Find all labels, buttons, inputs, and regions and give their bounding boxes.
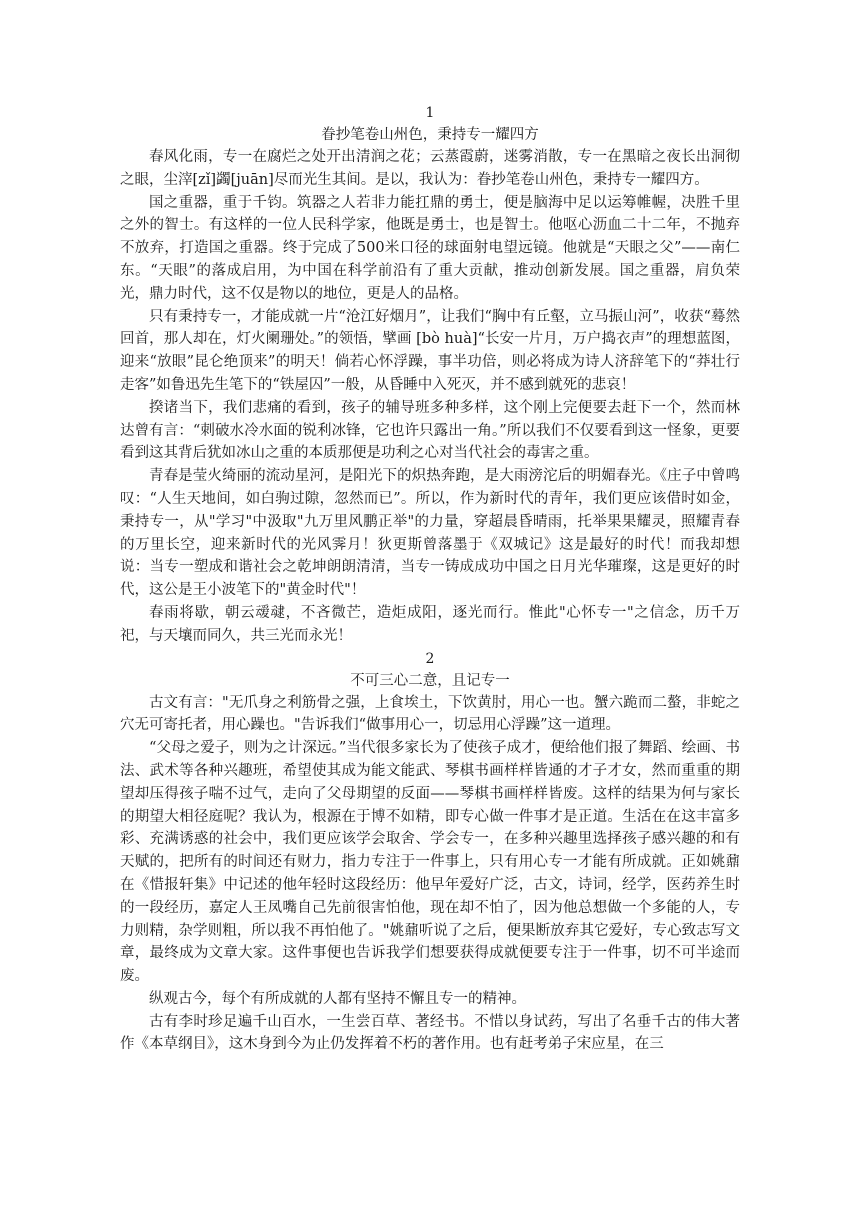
paragraph: 国之重器，重于千钧。筑器之人若非力能扛鼎的勇士，便是脑海中足以运筹帷幄，决胜千里之外的智士。有这样的一位人民科学家，他既是勇士，也是智士。他呕心沥血二十二年，不抛弃不放弃，打造国之重器。终于完成了500米口径的球面射电望远镜。他就是“天眼之父”——南仁东。“天眼”的落成启用，为中国在科学前沿有了重大贡献，推动创新发展。国之重器，肩负荣光，鼎力时代，这不仅是物以的地位，更是人的品格。 (120, 194, 740, 302)
essay-title: 眷抄笔卷山州色，秉持专一耀四方 (321, 127, 539, 143)
paragraph: 只有秉持专一，才能成就一片“沧江好烟月”，让我们“胸中有丘壑，立马振山河”，收获“蓦然回首，那人却在，灯火阑珊处。”的领悟，擘画 [bò huà]“长安一片月，万户捣衣声”的理想蓝图，迎来“放眼”昆仑绝顶来”的明天！倘若心怀浮躁，事半功倍，则必将成为诗人济辞笔下的“莽壮行走客”如鲁迅先生笔下的“铁屋囚”一般，从昏睡中入死灭，并不感到就死的悲哀！ (120, 308, 740, 393)
paragraph: 青春是莹火绮丽的流动星河，是阳光下的炽热奔跑，是大雨滂沱后的明媚春光。《庄子中曾鸣叹：“人生天地间，如白驹过隙，忽然而已”。所以，作为新时代的青年，我们更应该借时如金，秉持专一，从"学习"中汲取"九万里风鹏正举"的力量，穿超晨昏晴雨，托举果果耀灵，照耀青春的万里长空，迎来新时代的光风霁月！狄更斯曾落墨于《双城记》这是最好的时代！而我却想说：当专一塑成和谐社会之乾坤朗朗清清，当专一铸成成功中国之日月光华璀璨，这是更好的时代，这公是王小波笔下的"黄金时代"！ (120, 468, 740, 599)
paragraph: 古有李时珍足遍千山百水，一生尝百草、著经书。不惜以身试药，写出了名垂千古的伟大著作《本草纲目》，这木身到今为止仍发挥着不朽的著作用。也有赶考弟子宋应星，在三 (120, 1013, 740, 1053)
essay-1 (120, 104, 740, 648)
essay-number: 2 (425, 650, 435, 667)
paragraph: 春风化雨，专一在腐烂之处开出清润之花；云蒸霞蔚，迷雾消散，专一在黑暗之夜长出洞彻之眼，尘滓[zǐ]蠲[juān]尽而光生其间。是以，我认为：眷抄笔卷山州色，秉持专一耀四方。 (120, 149, 740, 188)
essay-2 (120, 650, 740, 1057)
paragraph: 古文有言："无爪身之利筋骨之强，上食埃土，下饮黄肘，用心一也。蟹六跪而二螯，非蛇之穴无可寄托者，用心躁也。"告诉我们“做事用心一，切忌用心浮躁”这一道理。 (120, 694, 740, 734)
paragraph: 揆诸当下，我们悲痛的看到，孩子的辅导班多种多样，这个刚上完便要去赶下一个，然而林达曾有言：“刺破水冷水面的锐利冰锋，它也许只露出一角。”所以我们不仅要看到这一怪象，更要看到这其背后犹如冰山之重的本质那便是功利之心对当代社会的毒害之重。 (120, 399, 740, 462)
paragraph: 纵观古今，每个有所成就的人都有坚持不懈且专一的精神。 (149, 990, 526, 1007)
paragraph: 春雨将歇，朝云叆叇，不吝微芒，造炬成阳，逐光而行。惟此"心怀专一"之信念，历千万祀，与天壤而同久，共三光而永光！ (120, 604, 740, 644)
paragraph: “父母之爱子，则为之计深远。”当代很多家长为了使孩子成才，便给他们报了舞蹈、绘画、书法、武术等各种兴趣班，希望使其成为能文能武、琴棋书画样样皆通的才子才女，然而重重的期望却压得孩子喘不过气，走向了父母期望的反面——琴棋书画样样皆废。这样的结果为何与家长的期望大相径庭呢？我认为，根源在于博不如精，即专心做一件事才是正道。生活在在这丰富多彩、充满诱惑的社会中，我们更应该学会取舍、学会专一，在多种兴趣里选择孩子感兴趣的和有天赋的，把所有的时间还有财力，指力专注于一件事上，只有用心专一才能有所成就。正如姚鼐在《惜报轩集》中记述的他年轻时这段经历：他早年爱好广泛，古文，诗词，经学，医药养生时的一段经历，嘉定人王凤嘴自己先前很害怕他，现在却不怕了，因为他总想做一个多能的人，专力则精，杂学则粗，所以我不再怕他了。"姚鼐听说了之后，便果断放弃其它爱好，专心致志写文章，最终成为文章大家。这件事便也告诉我学们想要获得成就便要专注于一件事，切不可半途而废。 (120, 740, 740, 985)
essay-number: 1 (425, 105, 435, 121)
essay-title: 不可三心二意，且记专一 (350, 672, 510, 689)
